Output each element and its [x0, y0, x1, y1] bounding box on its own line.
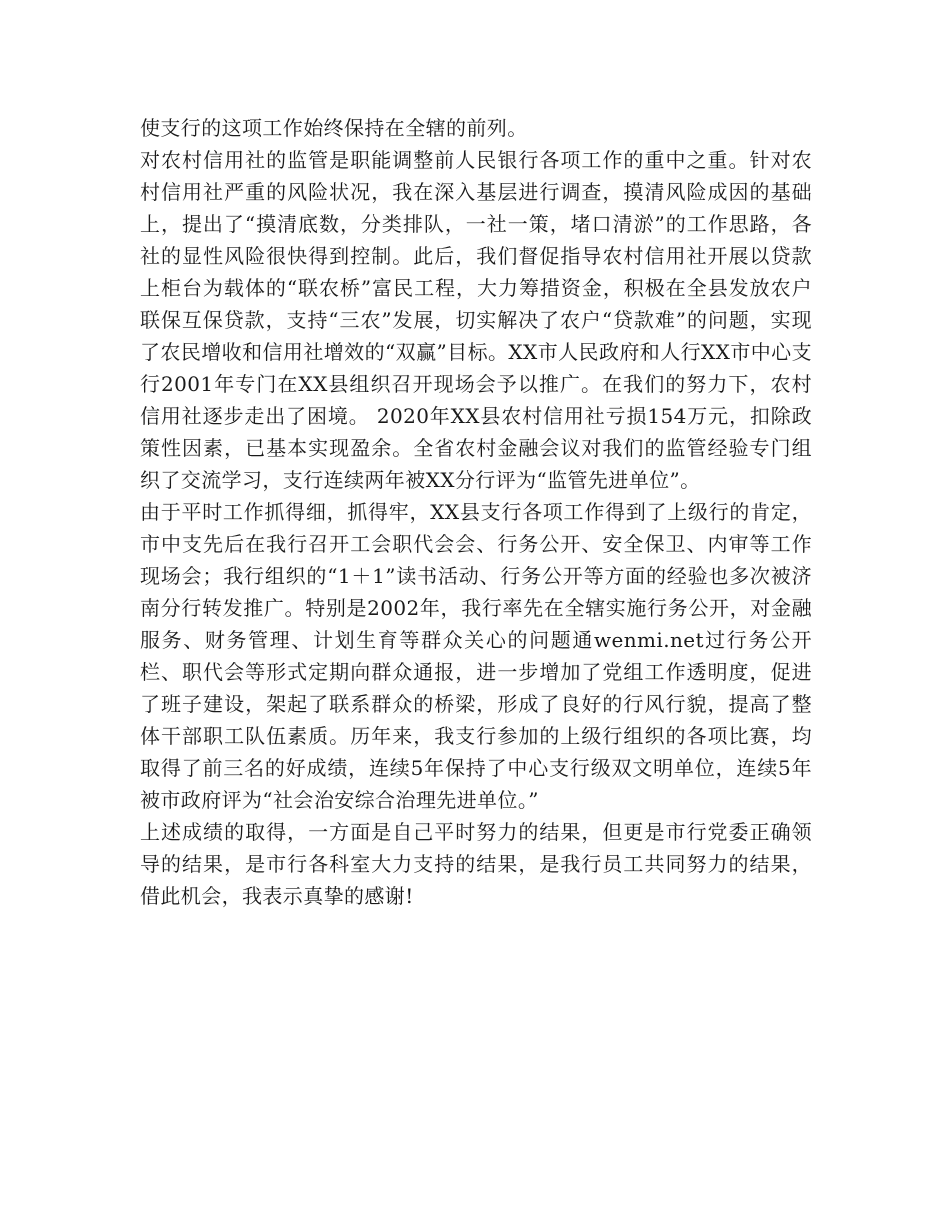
paragraph-3: 由于平时工作抓得细，抓得牢，XX县支行各项工作得到了上级行的肯定，市中支先后在我行召开工会职代会会、行务公开、安全保卫、内审等工作现场会；我行组织的“1＋1”读书活动、行务公开等方面的经验也多次被济南分行转发推广。特别是2002年，我行率先在全辖实施行务公开，对金融服务、财务管理、计划生育等群众关心的问题通wenmi.net过行务公开栏、职代会等形式定期向群众通报，进一步增加了党组工作透明度，促进了班子建设，架起了联系群众的桥梁，形成了良好的行风行貌，提高了整体干部职工队伍素质。历年来，我支行参加的上级行组织的各项比赛，均取得了前三名的好成绩，连续5年保持了中心支行级双文明单位，连续5年被市政府评为“社会治安综合治理先进单位。” [140, 500, 812, 812]
paragraph-2: 对农村信用社的监管是职能调整前人民银行各项工作的重中之重。针对农村信用社严重的风险状况，我在深入基层进行调查，摸清风险成因的基础上，提出了“摸清底数，分类排队，一社一策，堵口清淤”的工作思路，各社的显性风险很快得到控制。此后，我们督促指导农村信用社开展以贷款上柜台为载体的“联农桥”富民工程，大力筹措资金，积极在全县发放农户联保互保贷款，支持“三农”发展，切实解决了农户“贷款难”的问题，实现了农民增收和信用社增效的“双赢”目标。XX市人民政府和人行XX市中心支行2001年专门在XX县组织召开现场会予以推广。在我们的努力下，农村信用社逐步走出了困境。 2020年XX县农村信用社亏损154万元，扣除政策性因素，已基本实现盈余。全省农村金融会议对我们的监管经验专门组织了交流学习，支行连续两年被XX分行评为“监管先进单位”。 [140, 148, 812, 492]
document-body [140, 112, 812, 912]
paragraph-4: 上述成绩的取得，一方面是自己平时努力的结果，但更是市行党委正确领导的结果，是市行各科室大力支持的结果，是我行员工共同努力的结果，借此机会，我表示真挚的感谢! [140, 820, 812, 908]
paragraph-1: 使支行的这项工作始终保持在全辖的前列。 [140, 116, 528, 140]
